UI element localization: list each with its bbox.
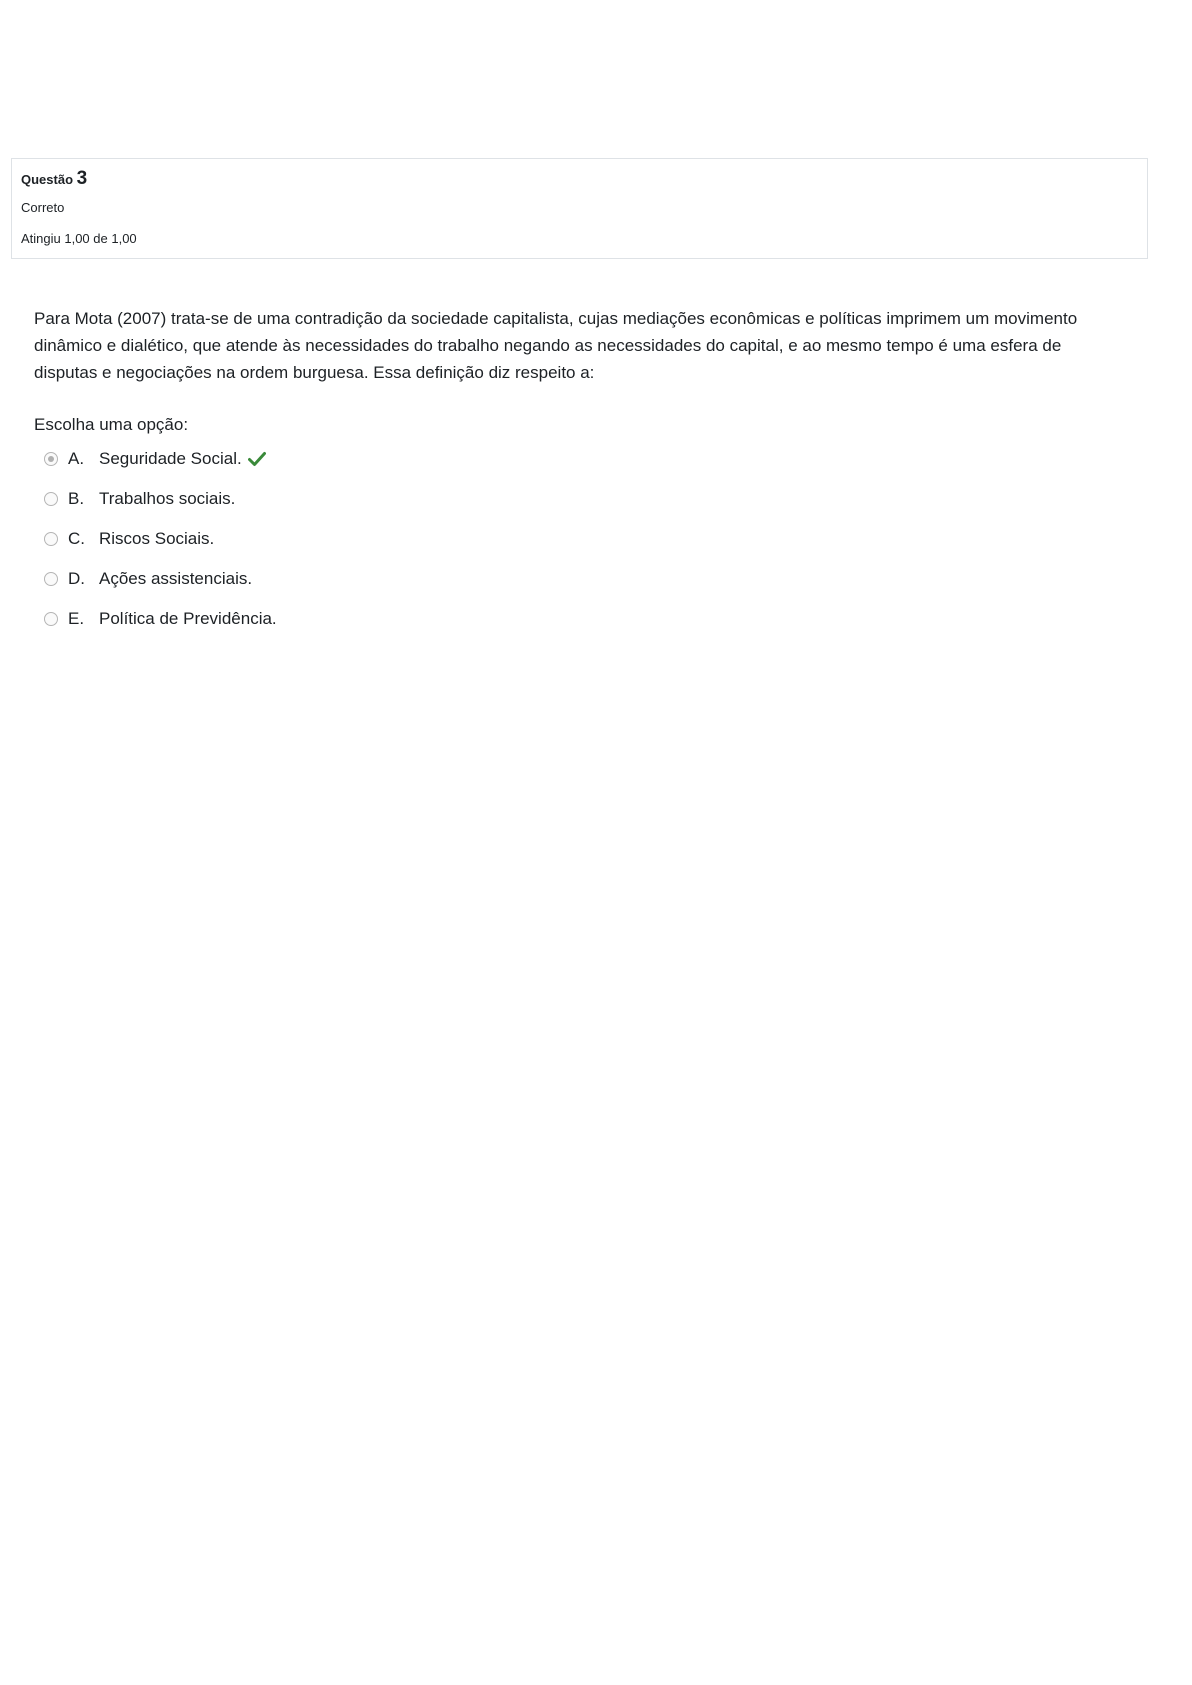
answer-text: Trabalhos sociais. [99, 489, 236, 508]
answer-text: Política de Previdência. [99, 609, 277, 628]
answer-list [34, 439, 1124, 639]
answer-text: Seguridade Social. [99, 449, 242, 468]
question-grade: Atingiu 1,00 de 1,00 [21, 231, 137, 246]
question-content [34, 305, 1124, 639]
answer-letter: E. [68, 609, 85, 628]
answer-option-c[interactable] [34, 519, 1124, 559]
answer-letter: D. [68, 569, 85, 588]
answer-option-e[interactable] [34, 599, 1124, 639]
answer-option-b[interactable] [34, 479, 1124, 519]
answer-letter: B. [68, 489, 85, 508]
answer-text: Riscos Sociais. [99, 529, 215, 548]
question-heading-label: Questão [21, 172, 74, 187]
radio-icon[interactable] [44, 492, 58, 506]
answer-option-d[interactable] [34, 559, 1124, 599]
radio-icon[interactable] [44, 572, 58, 586]
question-info-box [11, 158, 1148, 259]
check-icon [248, 451, 266, 467]
question-text: Para Mota (2007) trata-se de uma contradição da sociedade capitalista, cujas mediações econômicas e políticas imprimem um movimento dinâmico e dialético, que atende às necessidades do trabalho negando as necessidades do capital, e ao mesmo tempo é uma esfera de disputas e negociações na ordem burguesa. Essa definição diz respeito a: [34, 309, 1078, 382]
answer-letter: C. [68, 529, 85, 548]
question-number: 3 [76, 168, 88, 189]
radio-icon[interactable] [44, 612, 58, 626]
question-heading [21, 169, 1138, 191]
radio-icon[interactable] [44, 452, 58, 466]
answer-letter: A. [68, 449, 85, 468]
question-state: Correto [21, 200, 65, 215]
radio-icon[interactable] [44, 532, 58, 546]
answer-text: Ações assistenciais. [99, 569, 253, 588]
answer-option-a[interactable] [34, 439, 1124, 479]
answer-prompt: Escolha uma opção: [34, 415, 189, 434]
